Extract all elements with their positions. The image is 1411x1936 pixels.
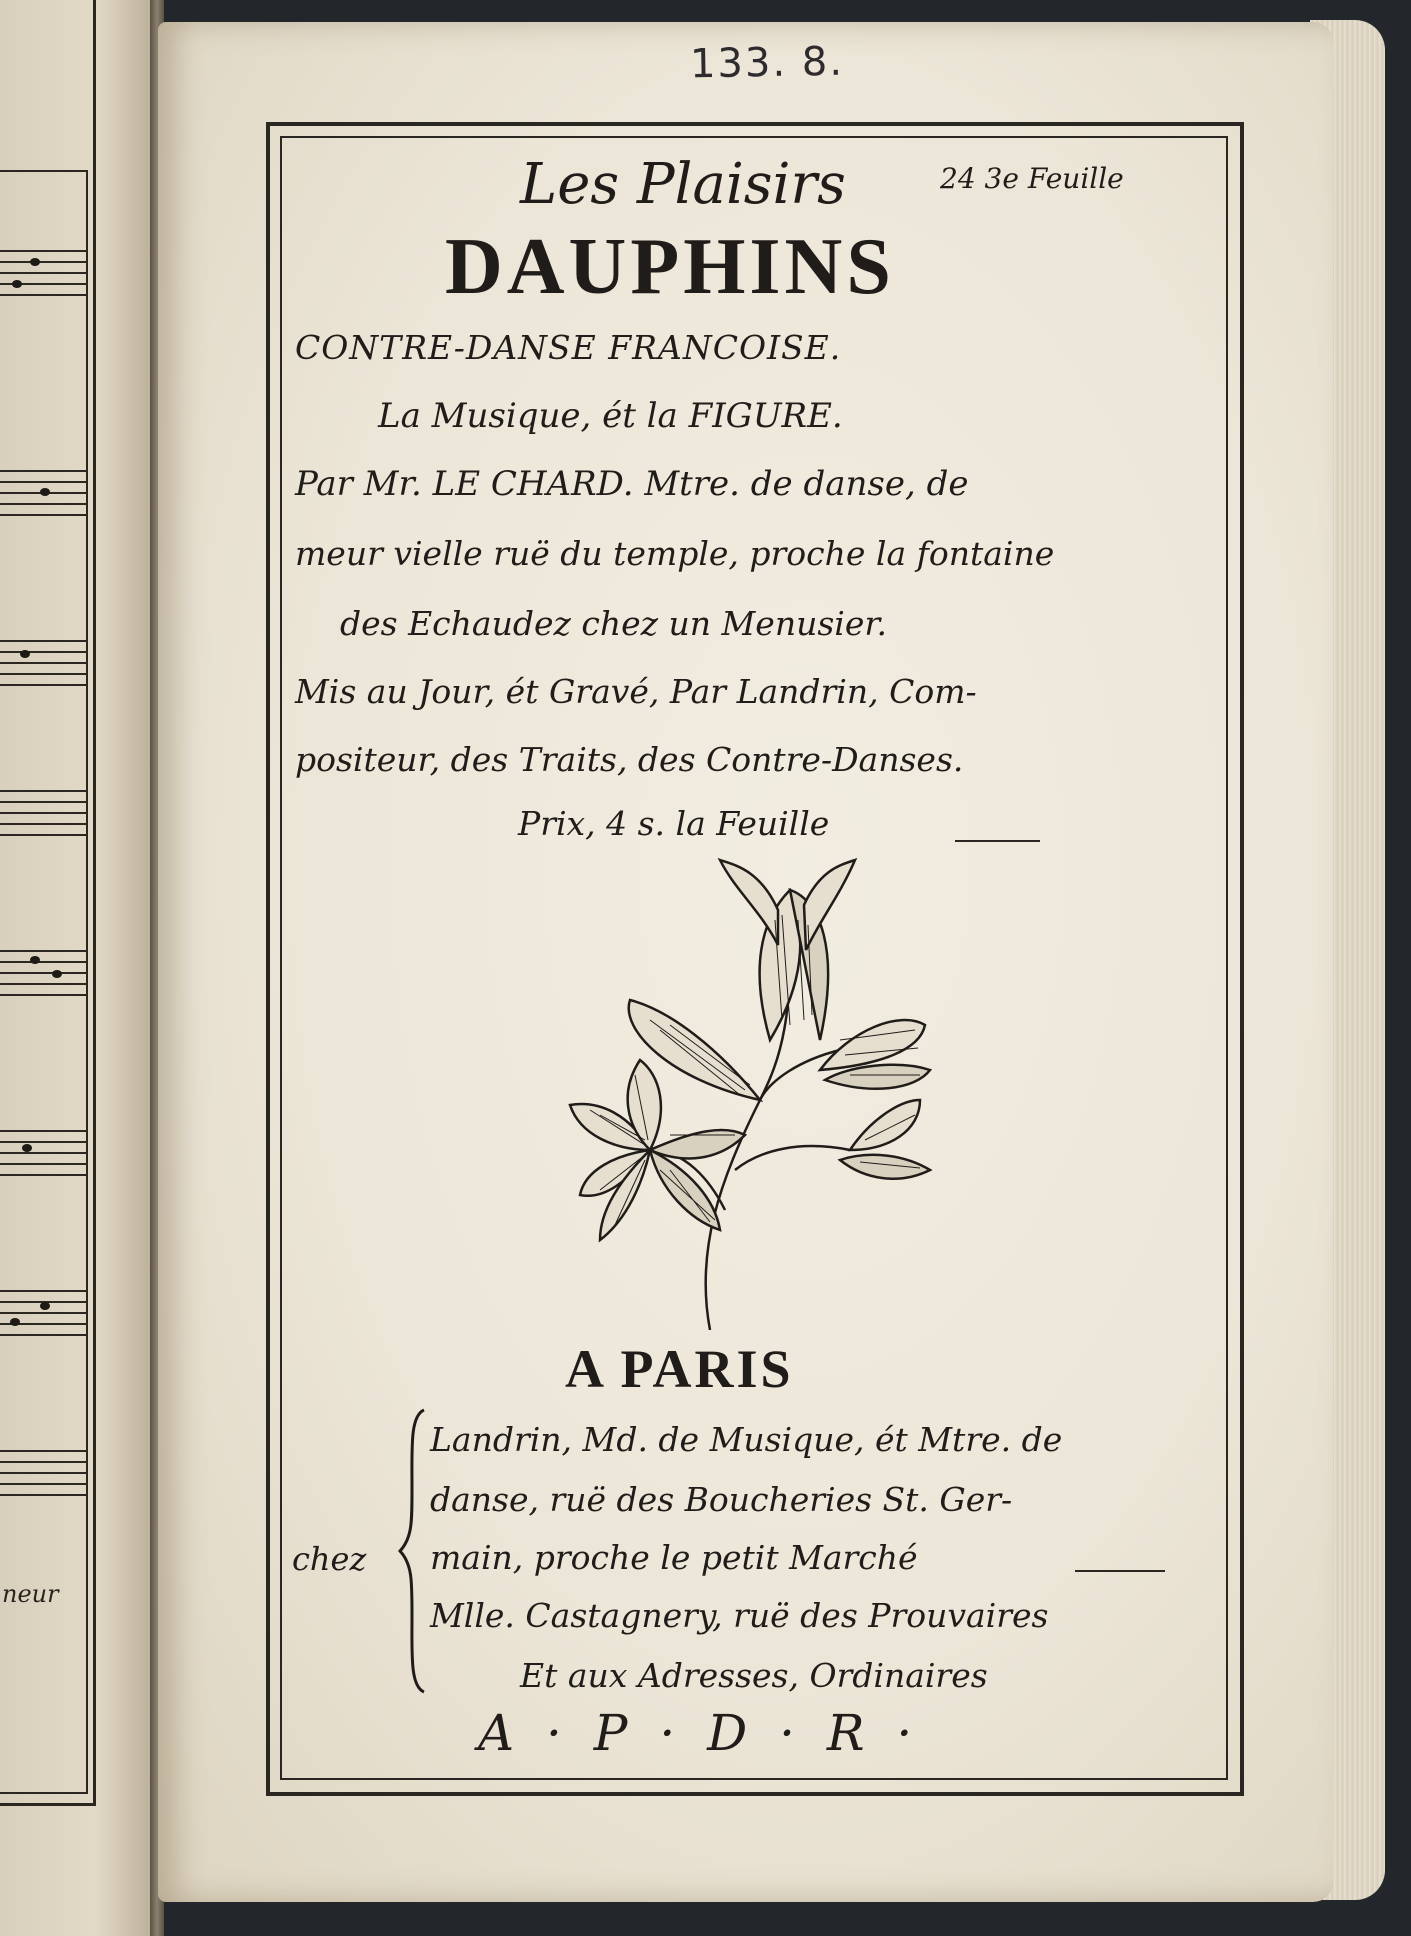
shelfmark: 133. 8. (689, 38, 845, 88)
publisher-line-4: Mlle. Castagnery, ruë des Prouvaires (430, 1596, 1049, 1635)
publisher-brace (398, 1408, 428, 1694)
address-line-1: meur vielle ruë du temple, proche la fontaine (295, 534, 1055, 573)
chez-label: chez (292, 1540, 367, 1578)
publisher-line-5: Et aux Adresses, Ordinaires (520, 1656, 988, 1695)
main-title: DAUPHINS (445, 223, 895, 311)
sheet-number: 24 3e Feuille (940, 162, 1124, 195)
music-staff (0, 1130, 88, 1176)
price-line: Prix, 4 s. la Feuille (518, 804, 830, 843)
publisher-line-2: danse, ruë des Boucheries St. Ger- (430, 1480, 1013, 1519)
title-script: Les Plaisirs (520, 152, 846, 217)
publisher-line-1: Landrin, Md. de Musique, ét Mtre. de (430, 1420, 1063, 1459)
privilege-line: A · P · D · R · (478, 1704, 921, 1762)
address-line-2: des Echaudez chez un Menusier. (340, 604, 887, 643)
price-rule (955, 840, 1040, 842)
imprint-place: A PARIS (565, 1339, 794, 1399)
facing-page-text: neur (2, 1580, 59, 1608)
composer-line: positeur, des Traits, des Contre-Danses. (295, 740, 964, 779)
publisher-rule (1075, 1570, 1165, 1572)
music-staff (0, 1450, 88, 1496)
facing-page (0, 0, 160, 1936)
publisher-line-3: main, proche le petit Marché (430, 1538, 918, 1577)
music-staff (0, 1290, 88, 1336)
music-staff (0, 470, 88, 516)
lily-engraving (520, 850, 940, 1330)
music-figure-line: La Musique, ét la FIGURE. (378, 396, 843, 436)
engraver-line: Mis au Jour, ét Gravé, Par Landrin, Com- (295, 672, 977, 711)
music-staff (0, 790, 88, 836)
music-staff (0, 950, 88, 996)
music-staff (0, 250, 88, 296)
subtitle: CONTRE-DANSE FRANCOISE. (295, 328, 842, 367)
author-line: Par Mr. LE CHARD. Mtre. de danse, de (295, 464, 969, 504)
music-staff (0, 640, 88, 686)
